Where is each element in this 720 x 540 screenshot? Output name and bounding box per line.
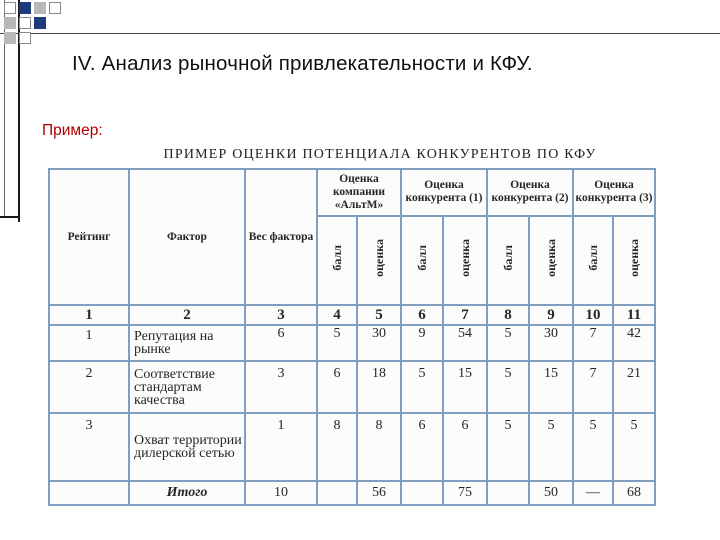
cell-eval: 15 <box>529 361 573 413</box>
total-row <box>49 481 655 505</box>
cell-score: 5 <box>487 325 529 361</box>
total-eval: 75 <box>443 481 487 505</box>
cell-weight: 6 <box>245 325 317 361</box>
cell-eval: 18 <box>357 361 401 413</box>
column-number: 9 <box>529 305 573 325</box>
column-number: 8 <box>487 305 529 325</box>
table-row <box>49 325 655 361</box>
column-number: 5 <box>357 305 401 325</box>
frame-top-line <box>0 33 720 34</box>
cell-eval: 5 <box>529 413 573 481</box>
subheader-eval <box>357 216 401 305</box>
column-number-row <box>49 305 655 325</box>
subheader-score <box>401 216 443 305</box>
column-number: 2 <box>129 305 245 325</box>
cell-eval: 30 <box>529 325 573 361</box>
column-number: 11 <box>613 305 655 325</box>
cell-rating: 2 <box>49 361 129 413</box>
cell-empty <box>49 481 129 505</box>
cell-score: 7 <box>573 325 613 361</box>
cell-score: 5 <box>317 325 357 361</box>
subheader-eval <box>443 216 487 305</box>
decor-square-icon <box>34 2 46 14</box>
subheader-eval-text: оценка <box>626 238 641 277</box>
total-label: Итого <box>129 481 245 505</box>
total-eval: 56 <box>357 481 401 505</box>
cell-eval: 8 <box>357 413 401 481</box>
decor-square-icon <box>19 2 31 14</box>
header-competitor-3: Оценка конкурента (3) <box>573 169 655 216</box>
subheader-score-text: балл <box>329 245 344 271</box>
cell-score: 8 <box>317 413 357 481</box>
subheader-score-text: балл <box>500 245 515 271</box>
decor-square-icon <box>49 2 61 14</box>
total-weight: 10 <box>245 481 317 505</box>
example-label: Пример: <box>42 122 103 139</box>
header-factor: Фактор <box>129 169 245 305</box>
cell-eval: 21 <box>613 361 655 413</box>
cell-score: 6 <box>401 413 443 481</box>
table-title: ПРИМЕР ОЦЕНКИ ПОТЕНЦИАЛА КОНКУРЕНТОВ ПО КФУ <box>163 147 597 162</box>
cell-eval: 15 <box>443 361 487 413</box>
cell-score: 5 <box>487 361 529 413</box>
subheader-score <box>487 216 529 305</box>
cell-score: 7 <box>573 361 613 413</box>
cell-eval: 54 <box>443 325 487 361</box>
header-weight: Вес фактора <box>245 169 317 305</box>
subheader-eval-text: оценка <box>457 238 472 277</box>
header-rating: Рейтинг <box>49 169 129 305</box>
total-eval: 68 <box>613 481 655 505</box>
competitor-table-scan <box>48 168 656 506</box>
table-row <box>49 413 655 481</box>
frame-bottom-line <box>0 216 20 218</box>
header-company: Оценка компании «АльтМ» <box>317 169 401 216</box>
competitor-table <box>48 168 656 506</box>
decor-square-icon <box>4 2 16 14</box>
column-number: 4 <box>317 305 357 325</box>
slide-title: IV. Анализ рыночной привлекательности и КФУ. <box>72 52 533 75</box>
header-competitor-2: Оценка конкурента (2) <box>487 169 573 216</box>
subheader-score-text: балл <box>414 245 429 271</box>
header-competitor-1: Оценка конкурента (1) <box>401 169 487 216</box>
decor-square-icon <box>19 32 31 44</box>
column-number: 10 <box>573 305 613 325</box>
cell-weight: 3 <box>245 361 317 413</box>
subheader-eval-text: оценка <box>543 238 558 277</box>
cell-score: 5 <box>573 413 613 481</box>
column-number: 6 <box>401 305 443 325</box>
subheader-eval <box>529 216 573 305</box>
decor-square-icon <box>19 17 31 29</box>
subheader-score <box>317 216 357 305</box>
column-number: 3 <box>245 305 317 325</box>
cell-eval: 6 <box>443 413 487 481</box>
subheader-score <box>573 216 613 305</box>
cell-rating: 1 <box>49 325 129 361</box>
subheader-eval-text: оценка <box>371 238 386 277</box>
subheader-eval <box>613 216 655 305</box>
column-number: 7 <box>443 305 487 325</box>
table-row <box>49 361 655 413</box>
decor-square-icon <box>4 17 16 29</box>
cell-factor: Соответствие стандартам качества <box>129 361 245 413</box>
cell-factor: Репутация на рынке <box>129 325 245 361</box>
cell-empty <box>401 481 443 505</box>
cell-score: 6 <box>317 361 357 413</box>
cell-eval: 30 <box>357 325 401 361</box>
cell-empty <box>487 481 529 505</box>
column-number: 1 <box>49 305 129 325</box>
decor-square-icon <box>34 17 46 29</box>
cell-score: 5 <box>487 413 529 481</box>
cell-score: 9 <box>401 325 443 361</box>
decor-square-icon <box>4 32 16 44</box>
total-eval: 50 <box>529 481 573 505</box>
cell-weight: 1 <box>245 413 317 481</box>
cell-eval: 42 <box>613 325 655 361</box>
cell-score: 5 <box>401 361 443 413</box>
cell-factor: Охват территории дилерской сетью <box>129 413 245 481</box>
subheader-score-text: балл <box>585 245 600 271</box>
total-score: — <box>573 481 613 505</box>
cell-eval: 5 <box>613 413 655 481</box>
cell-empty <box>317 481 357 505</box>
cell-rating: 3 <box>49 413 129 481</box>
